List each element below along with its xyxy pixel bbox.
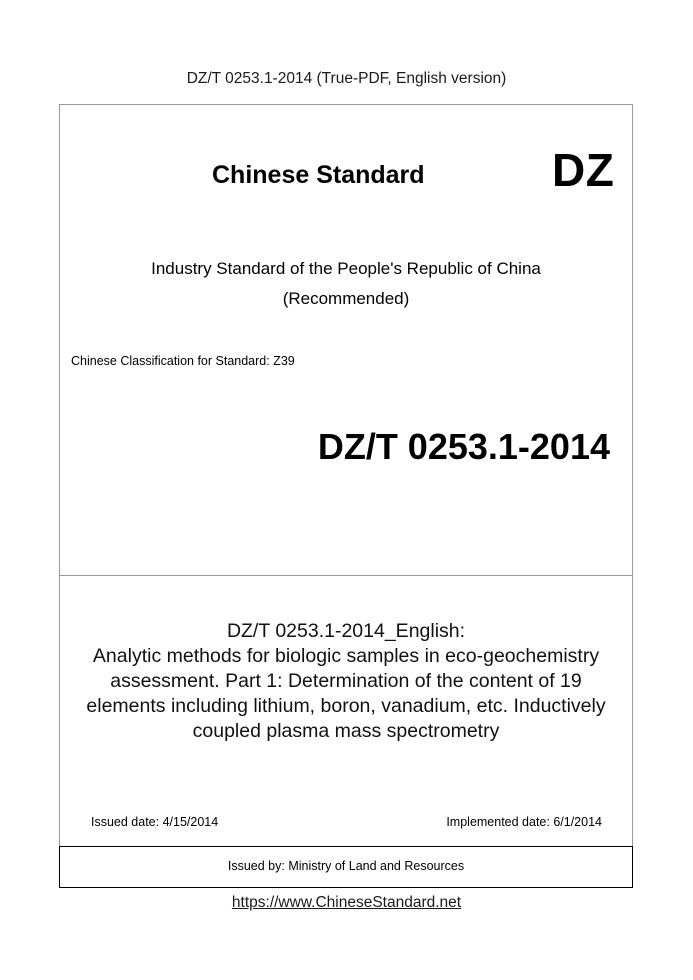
cover-lower-section: [60, 576, 632, 846]
page-header-title: DZ/T 0253.1-2014 (True-PDF, English version): [186, 70, 507, 87]
classification-text: Chinese Classification for Standard: Z39: [71, 354, 295, 368]
document-title: [60, 619, 632, 744]
document-title-line: assessment. Part 1: Determination of the content of 19: [110, 670, 582, 692]
implemented-date: Implemented date: 6/1/2014: [446, 815, 602, 829]
document-title-line: elements including lithium, boron, vanadium, etc. Inductively: [86, 695, 606, 717]
standard-number: DZ/T 0253.1-2014: [317, 426, 610, 467]
document-title-line: Analytic methods for biologic samples in eco-geochemistry: [92, 645, 600, 667]
chinese-standard-heading: Chinese Standard: [212, 161, 425, 189]
cover-frame: [59, 104, 633, 888]
issued-date: Issued date: 4/15/2014: [91, 815, 219, 829]
website-link[interactable]: https://www.ChineseStandard.net: [231, 894, 462, 911]
footer: [0, 894, 693, 912]
dz-mark: DZ: [552, 144, 615, 196]
industry-standard-line: Industry Standard of the People's Republic of China: [151, 259, 541, 278]
recommended-line: (Recommended): [282, 289, 410, 308]
document-title-line: coupled plasma mass spectrometry: [192, 720, 500, 742]
issuer-box: Issued by: Ministry of Land and Resources: [59, 846, 633, 888]
document-title-line: DZ/T 0253.1-2014_English:: [226, 620, 466, 642]
cover-upper-section: [60, 105, 632, 575]
